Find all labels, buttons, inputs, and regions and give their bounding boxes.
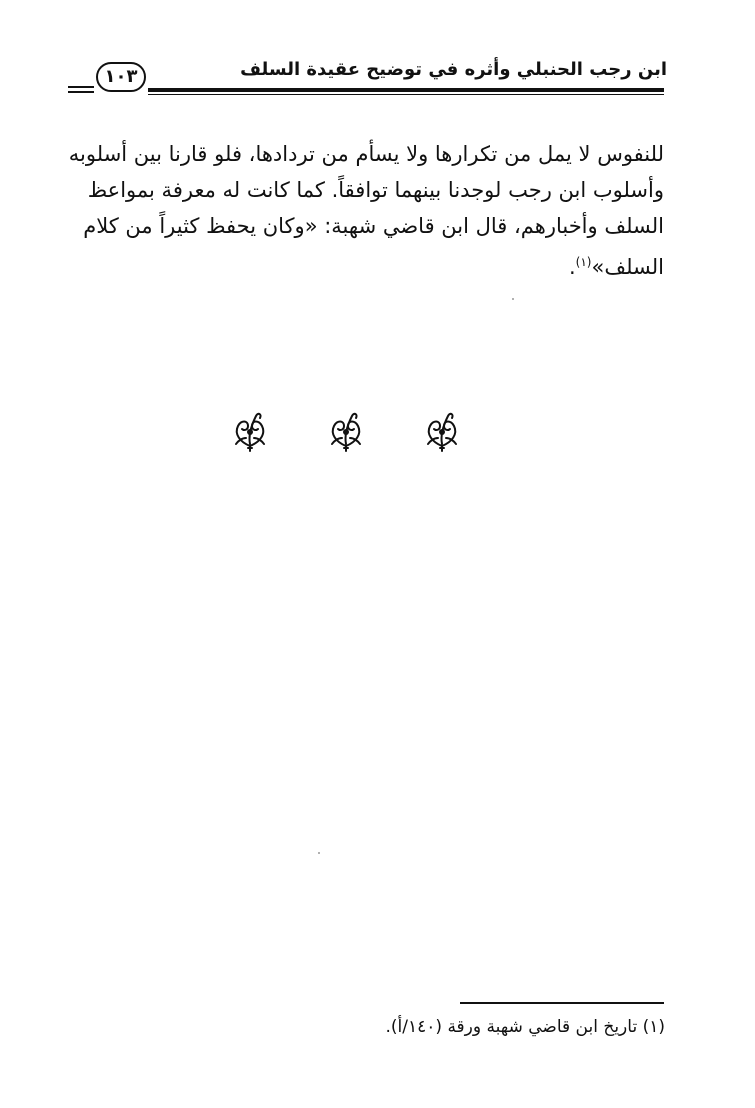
scan-speck [512,298,514,300]
fleuron-icon [322,408,370,452]
footnote-separator [460,1002,664,1004]
page-number: ١٠٣ [96,62,146,92]
body-paragraph [64,136,664,280]
header-rule-left-bottom [68,91,94,93]
running-title: ابن رجب الحنبلي وأثره في توضيح عقيدة السلف [240,59,667,80]
header-rule-thick [148,88,664,92]
fleuron-icon [226,408,274,452]
body-line-1: للنفوس لا يمل من تكرارها ولا يسأم من تردادها، فلو قارنا بين أسلوبه [68,142,664,166]
header-rule-left-top [68,86,94,88]
final-period: . [568,255,576,279]
fleuron-icon [418,408,466,452]
body-line-3: السلف وأخبارهم، قال ابن قاضي شهبة: «وكان يحفظ كثيراً من كلام [83,214,664,238]
body-line-2: وأسلوب ابن رجب لوجدنا بينهما توافقاً. كما كانت له معرفة بمواعظ [87,178,664,202]
header-rule-thin [148,94,664,95]
quote-end: السلف» [591,255,664,279]
section-divider-ornaments [226,408,466,454]
footnote-reference: (١) [575,255,592,269]
footnote: (١) تاريخ ابن قاضي شهبة ورقة (١٤٠/أ). [385,1017,665,1037]
body-line-4 [64,244,664,280]
scan-speck [318,852,320,854]
